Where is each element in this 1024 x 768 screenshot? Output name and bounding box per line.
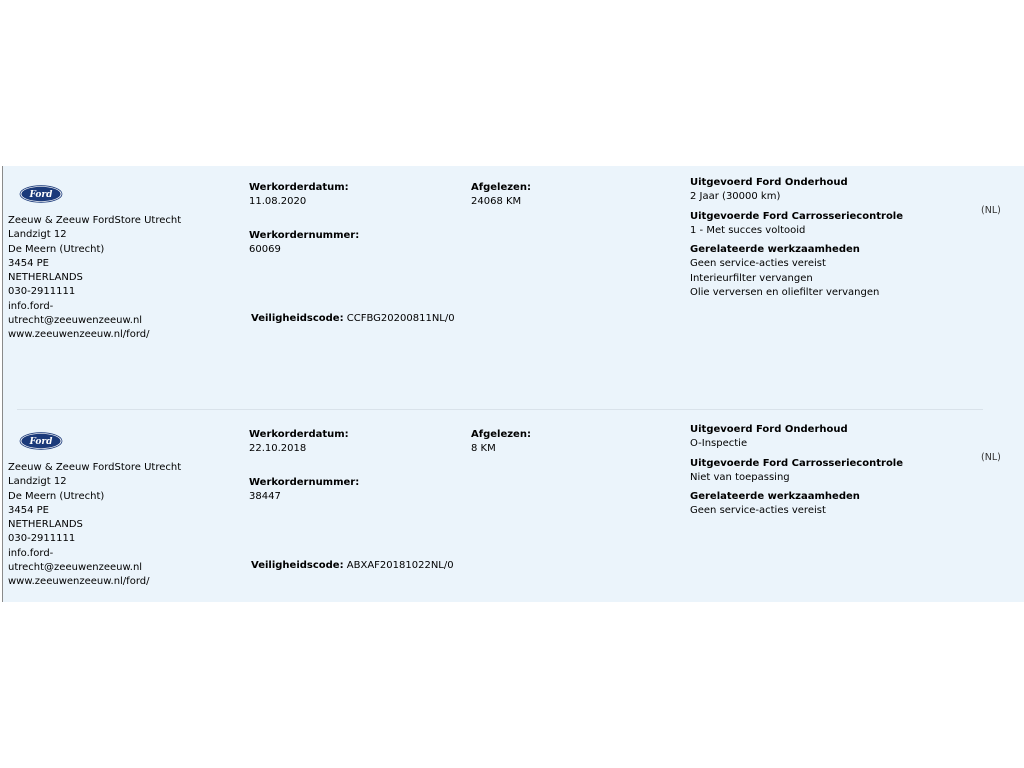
onderhoud-label: Uitgevoerd Ford Onderhoud (690, 424, 848, 435)
dealer-street: Landzigt 12 (8, 476, 67, 488)
werkordernummer-field (249, 229, 359, 258)
dealer-postcode: 3454 PE (8, 504, 49, 516)
afgelezen-field (471, 181, 531, 210)
werkorderdatum-label: Werkorderdatum: (249, 429, 349, 440)
record-divider (17, 409, 983, 410)
carrosserie-label: Uitgevoerde Ford Carrosseriecontrole (690, 457, 904, 469)
dealer-email-part2: utrecht@zeeuwenzeeuw.nl (8, 562, 143, 574)
dealer-name: Zeeuw & Zeeuw FordStore Utrecht (8, 215, 182, 226)
werkordernummer-label: Werkordernummer: (249, 230, 360, 241)
dealer-website: www.zeeuwenzeeuw.nl/ford/ (8, 576, 150, 588)
werkorderdatum-field (249, 428, 349, 457)
werkorderdatum-value: 22.10.2018 (249, 443, 307, 455)
veiligheidscode-value: CCFBG20200811NL/0 (346, 313, 455, 324)
dealer-website: www.zeeuwenzeeuw.nl/ford/ (8, 329, 150, 341)
dealer-country: NETHERLANDS (8, 519, 83, 531)
dealer-email-part1: info.ford- (8, 547, 54, 559)
service-record (3, 166, 1024, 411)
service-record (3, 413, 1024, 658)
dealer-name: Zeeuw & Zeeuw FordStore Utrecht (8, 462, 182, 473)
werkzaamheden-item: Geen service-acties vereist (690, 258, 826, 270)
service-details (690, 176, 903, 300)
svg-text:Ford: Ford (29, 437, 53, 447)
afgelezen-value: 24068 KM (471, 196, 522, 208)
afgelezen-value: 8 KM (471, 443, 496, 455)
werkordernummer-value: 38447 (249, 491, 281, 503)
werkordernummer-field (249, 476, 359, 505)
veiligheidscode-field (251, 312, 455, 326)
veiligheidscode-label: Veiligheidscode: (251, 560, 344, 571)
dealer-city: De Meern (Utrecht) (8, 243, 105, 255)
language-badge: (NL) (981, 452, 1001, 463)
werkorderdatum-value: 11.08.2020 (249, 196, 307, 208)
svg-text:Ford: Ford (29, 190, 53, 200)
service-details (690, 423, 903, 519)
ford-logo-icon (19, 432, 63, 450)
onderhoud-value: O-Inspectie (690, 438, 748, 450)
werkorderdatum-label: Werkorderdatum: (249, 182, 349, 193)
werkordernummer-label: Werkordernummer: (249, 477, 360, 488)
dealer-address (8, 461, 181, 590)
onderhoud-label: Uitgevoerd Ford Onderhoud (690, 177, 848, 188)
werkzaamheden-label: Gerelateerde werkzaamheden (690, 491, 860, 503)
dealer-email-part1: info.ford- (8, 300, 54, 312)
dealer-address (8, 214, 181, 343)
dealer-email-part2: utrecht@zeeuwenzeeuw.nl (8, 315, 143, 327)
werkzaamheden-item: Olie verversen en oliefilter vervangen (690, 287, 880, 299)
carrosserie-label: Uitgevoerde Ford Carrosseriecontrole (690, 210, 904, 222)
ford-logo-icon (19, 185, 63, 203)
carrosserie-value: Niet van toepassing (690, 471, 790, 483)
werkorderdatum-field (249, 181, 349, 210)
werkordernummer-value: 60069 (249, 244, 281, 256)
afgelezen-label: Afgelezen: (471, 429, 531, 440)
veiligheidscode-value: ABXAF20181022NL/0 (346, 560, 454, 571)
dealer-phone: 030-2911111 (8, 533, 76, 545)
afgelezen-label: Afgelezen: (471, 182, 531, 193)
language-badge: (NL) (981, 205, 1001, 216)
werkzaamheden-label: Gerelateerde werkzaamheden (690, 244, 860, 256)
veiligheidscode-label: Veiligheidscode: (251, 313, 344, 324)
dealer-postcode: 3454 PE (8, 257, 49, 269)
dealer-country: NETHERLANDS (8, 272, 83, 284)
dealer-phone: 030-2911111 (8, 286, 76, 298)
afgelezen-field (471, 428, 531, 457)
werkzaamheden-item: Geen service-acties vereist (690, 505, 826, 517)
werkzaamheden-item: Interieurfilter vervangen (690, 272, 813, 284)
onderhoud-value: 2 Jaar (30000 km) (690, 191, 781, 203)
veiligheidscode-field (251, 559, 454, 573)
carrosserie-value: 1 - Met succes voltooid (690, 224, 806, 236)
dealer-city: De Meern (Utrecht) (8, 490, 105, 502)
dealer-street: Landzigt 12 (8, 229, 67, 241)
service-history-panel (2, 166, 1024, 602)
